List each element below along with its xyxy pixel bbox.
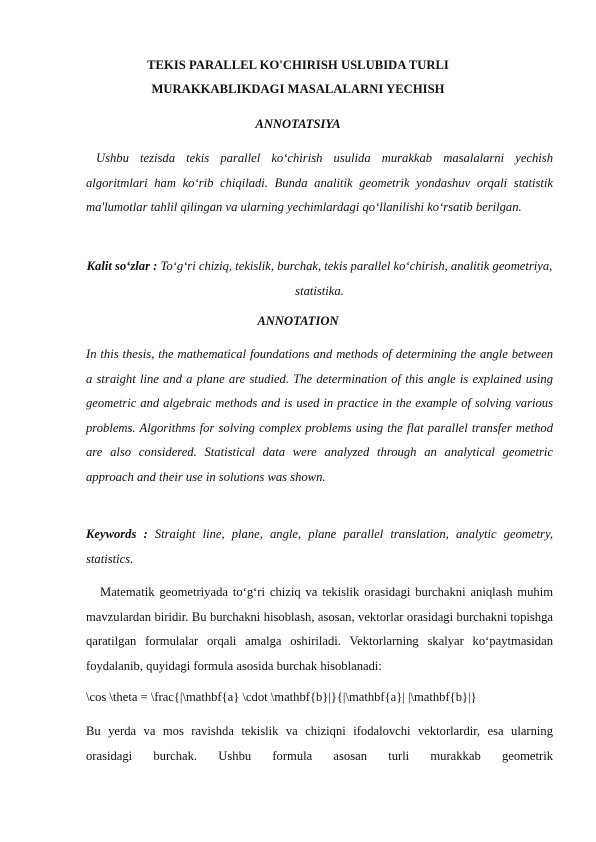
uz-abstract-heading: ANNOTATSIYA [255, 117, 341, 131]
angle-formula: \cos \theta = \frac{|\mathbf{a} \cdot \mathbf{b}|}{|\mathbf{a}| |\mathbf{b}|} [86, 690, 477, 704]
en-keywords [86, 522, 553, 571]
uz-keywords-text: To‘g‘ri chiziq, tekislik, burchak, tekis parallel ko‘chirish, analitik geometriya, statistika. [157, 259, 553, 298]
uz-keywords-label: Kalit so‘zlar : [86, 259, 158, 273]
uz-abstract-text: Ushbu tezisda tekis parallel ko‘chirish usulida murakkab masalalarni yechish algoritmlari ham ko‘rib chiqiladi. Bunda analitik geometrik yondashuv orqali statistik ma'lumotlar tahlil qilingan va ularning yechimlardagi qo‘llanilishi ko‘rsatib berilgan. [86, 151, 553, 215]
uz-keywords [86, 254, 553, 303]
en-keywords-label: Keywords : [86, 527, 148, 541]
body-paragraph-2: Bu yerda va mos ravishda tekislik va chiziqni ifodalovchi vektorlardir, esa ularning orasidagi burchak. Ushbu formula asosan turli murakkab geometrik [86, 724, 553, 763]
body-paragraph-1: Matematik geometriyada to‘g‘ri chiziq va tekislik orasidagi burchakni aniqlash muhim mavzulardan biridir. Bu burchakni hisoblash, asosan, vektorlar orasidagi burchakni topishga qaratilgan formulalar orqali amalga oshiriladi. Vektorlarning skalyar ko‘paytmasidan foydalanib, quyidagi formula asosida burchak hisoblanadi: [86, 585, 553, 673]
paper-title-line-1: TEKIS PARALLEL KO'CHIRISH USLUBIDA TURLI [147, 58, 449, 72]
en-abstract-text: In this thesis, the mathematical foundations and methods of determining the angle between a straight line and a plane are studied. The determination of this angle is explained using geometric and algebraic methods and is used in practice in the example of solving various problems. Algorithms for solving complex problems using the flat parallel transfer method are also considered. Statistical data were analyzed through an analytical geometric approach and their use in solutions was shown. [86, 347, 553, 484]
paper-title-line-2: MURAKKABLIKDAGI MASALALARNI YECHISH [151, 82, 445, 96]
en-abstract-heading: ANNOTATION [257, 314, 339, 328]
en-keywords-text: Straight line, plane, angle, plane parallel translation, analytic geometry, statistics. [86, 527, 553, 566]
